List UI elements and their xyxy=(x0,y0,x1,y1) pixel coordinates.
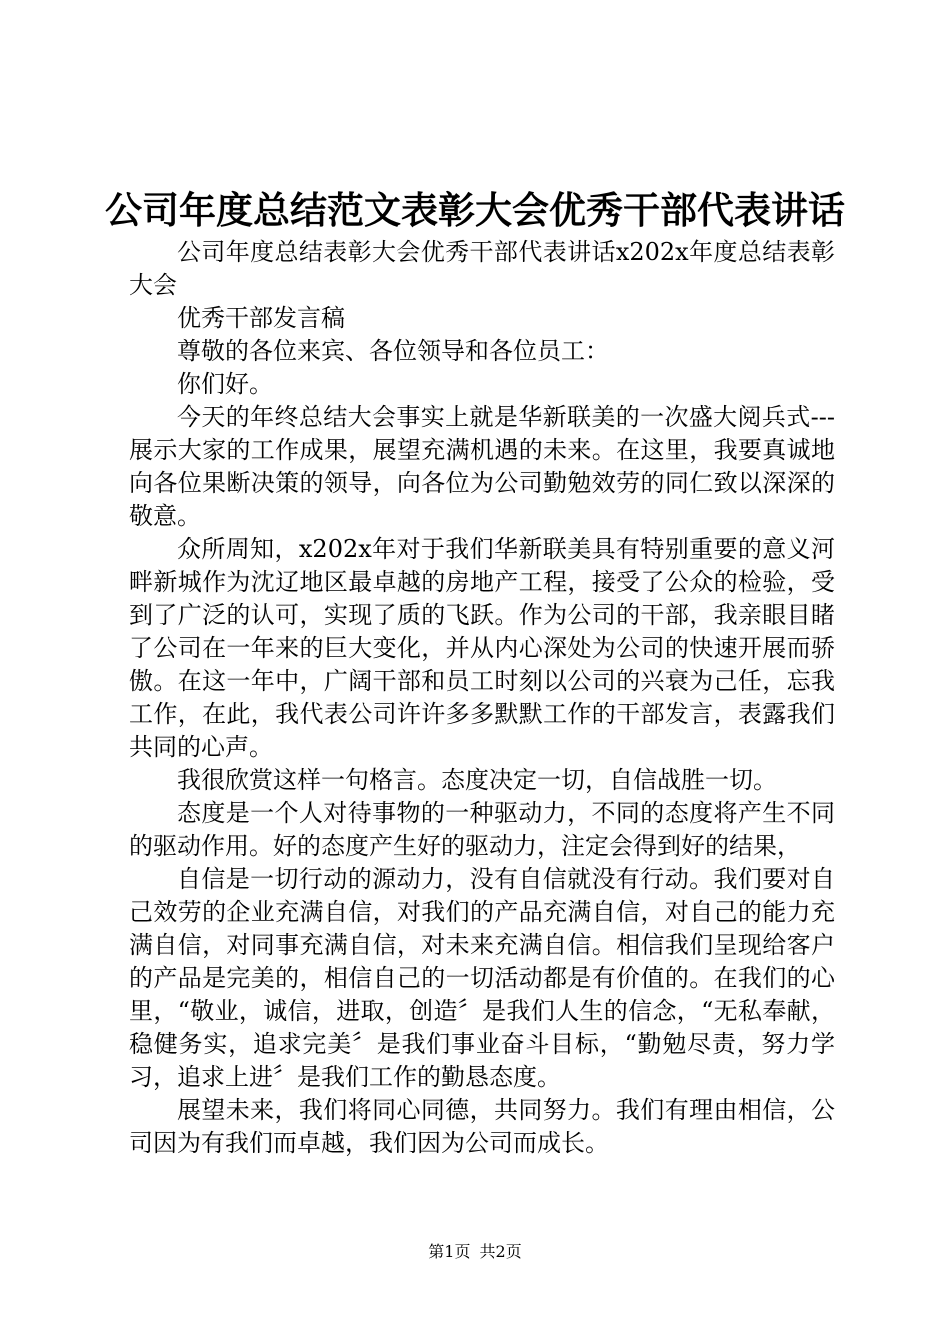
page-footer xyxy=(0,1240,950,1264)
paragraph-greeting: 你们好。 xyxy=(177,370,273,398)
paragraph-attitude: 态度是一个人对待事物的一种驱动力，不同的态度将产生不同的驱动作用。好的态度产生好的驱动力，注定会得到好的结果， xyxy=(129,799,835,860)
document-title: 公司年度总结范文表彰大会优秀干部代表讲话 xyxy=(105,188,845,232)
paragraph-intro: 公司年度总结表彰大会优秀干部代表讲话x202x年度总结表彰大会 xyxy=(129,238,835,299)
document-body xyxy=(129,236,835,1160)
paragraph-motto: 我很欣赏这样一句格言。态度决定一切，自信战胜一切。 xyxy=(177,766,777,794)
paragraph-confidence: 自信是一切行动的源动力，没有自信就没有行动。我们要对自己效劳的企业充满自信，对我们的产品充满自信，对自己的能力充满自信，对同事充满自信，对未来充满自信。相信我们呈现给客户的产品是完美的，相信自己的一切活动都是有价值的。在我们的心里，“敬业，诚信，进取，创造〞是我们人生的信念，“无私奉献，稳健务实，追求完美〞是我们事业奋斗目标，“勤勉尽责，努力学习，追求上进〞是我们工作的勤恳态度。 xyxy=(129,865,835,1091)
paragraph-salutation: 尊敬的各位来宾、各位领导和各位员工： xyxy=(177,337,609,365)
paragraph-year-review: 众所周知，x202x年对于我们华新联美具有特别重要的意义河畔新城作为沈辽地区最卓越的房地产工程，接受了公众的检验，受到了广泛的认可，实现了质的飞跃。作为公司的干部，我亲眼目睹了公司在一年来的巨大变化，并从内心深处为公司的快速开展而骄傲。在这一年中，广阔干部和员工时刻以公司的兴衰为己任，忘我工作，在此，我代表公司许许多多默默工作的干部发言，表露我们共同的心声。 xyxy=(129,535,835,761)
paragraph-opening: 今天的年终总结大会事实上就是华新联美的一次盛大阅兵式---展示大家的工作成果，展望充满机遇的未来。在这里，我要真诚地向各位果断决策的领导，向各位为公司勤勉效劳的同仁致以深深的敬意。 xyxy=(129,403,835,530)
paragraph-subtitle: 优秀干部发言稿 xyxy=(177,304,345,332)
page-number: 第1页 xyxy=(428,1242,471,1261)
paragraph-outlook: 展望未来，我们将同心同德，共同努力。我们有理由相信，公司因为有我们而卓越，我们因为公司而成长。 xyxy=(129,1096,835,1157)
page-total: 共2页 xyxy=(479,1242,522,1261)
